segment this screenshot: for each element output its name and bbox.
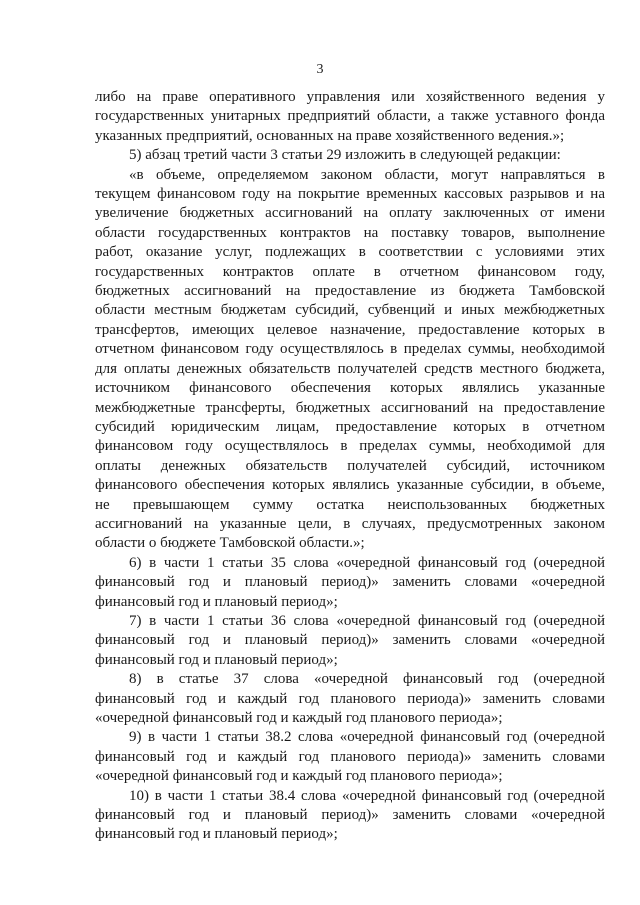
text-line: области местным бюджетам субсидий, субвенций и иных межбюджетных xyxy=(95,302,605,319)
text-line: финансовый год и каждый год планового периода)» заменить словами xyxy=(95,748,605,765)
text-line: бюджетных ассигнований на предоставление из бюджета Тамбовской xyxy=(95,283,605,300)
text-line: 9) в части 1 статьи 38.2 слова «очередной финансовый год (очередной xyxy=(129,729,605,746)
paragraph xyxy=(95,166,605,554)
text-line: области о бюджете Тамбовской области.»; xyxy=(95,535,365,552)
text-line: «в объеме, определяемом законом области, могут направляться в xyxy=(129,166,605,183)
text-line: финансовом году осуществлялось в пределах суммы, необходимой для xyxy=(95,438,605,455)
text-line: не превышающем сумму остатка неиспользованных бюджетных xyxy=(95,496,605,513)
paragraph xyxy=(95,612,605,670)
text-line: «очередной финансовый год и каждый год планового периода»; xyxy=(95,768,503,785)
paragraph xyxy=(95,787,605,845)
paragraph xyxy=(95,146,605,165)
text-line: финансовый год и плановый период)» заменить словами «очередной xyxy=(95,807,605,824)
text-line: финансовый год и плановый период)» заменить словами «очередной xyxy=(95,574,605,591)
document-body xyxy=(95,88,605,845)
text-line: государственных контрактов оплате в отчетном финансовом году, xyxy=(95,263,605,280)
text-line: финансового обеспечения которых являлись указанные субсидии, в объеме, xyxy=(95,477,605,494)
text-line: 7) в части 1 статьи 36 слова «очередной финансовый год (очередной xyxy=(129,612,605,629)
text-line: работ, оказание услуг, подлежащих в соответствии с условиями этих xyxy=(95,244,605,261)
text-line: 10) в части 1 статьи 38.4 слова «очередной финансовый год (очередной xyxy=(129,787,605,804)
text-line: текущем финансовом году на покрытие временных кассовых разрывов и на xyxy=(95,186,605,203)
text-line: финансовый год и каждый год планового периода)» заменить словами xyxy=(95,690,605,707)
text-line: оплаты денежных обязательств получателей субсидий, источником xyxy=(95,457,605,474)
text-line: отчетном финансовом году осуществлялось в пределах суммы, необходимой xyxy=(95,341,605,358)
paragraph xyxy=(95,88,605,146)
text-line: финансовый год и плановый период»; xyxy=(95,593,338,610)
text-line: 8) в статье 37 слова «очередной финансовый год (очередной xyxy=(129,671,605,688)
text-line: области государственных контрактов на поставку товаров, выполнение xyxy=(95,224,605,241)
text-line: финансовый год и плановый период»; xyxy=(95,826,338,843)
text-line: межбюджетные трансферты, бюджетных ассигнований на предоставление xyxy=(95,399,605,416)
text-line: финансовый год и плановый период»; xyxy=(95,651,338,668)
text-line: либо на праве оперативного управления или хозяйственного ведения у xyxy=(95,89,605,105)
text-line: 6) в части 1 статьи 35 слова «очередной финансовый год (очередной xyxy=(129,554,605,571)
text-line: ассигнований на указанные цели, в случаях, предусмотренных законом xyxy=(95,515,605,532)
paragraph xyxy=(95,554,605,612)
text-line: финансовый год и плановый период)» заменить словами «очередной xyxy=(95,632,605,649)
text-line: для оплаты денежных обязательств получателей средств местного бюджета, xyxy=(95,360,605,377)
paragraph xyxy=(95,728,605,786)
text-line: трансфертов, имеющих целевое назначение, предоставление которых в xyxy=(95,321,605,338)
text-line: 5) абзац третий части 3 статьи 29 изложить в следующей редакции: xyxy=(129,147,561,164)
text-line: источником финансового обеспечения которых являлись указанные xyxy=(95,380,605,397)
text-line: увеличение бюджетных ассигнований на оплату заключенных от имени xyxy=(95,205,605,222)
text-line: государственных унитарных предприятий области, а также уставного фонда xyxy=(95,108,605,125)
text-line: субсидий юридическим лицам, предоставление которых в отчетном xyxy=(95,418,605,435)
page-number: 3 xyxy=(316,62,324,77)
text-line: указанных предприятий, основанных на праве хозяйственного ведения.»; xyxy=(95,127,565,144)
text-line: «очередной финансовый год и каждый год планового периода»; xyxy=(95,710,503,726)
paragraph xyxy=(95,670,605,728)
